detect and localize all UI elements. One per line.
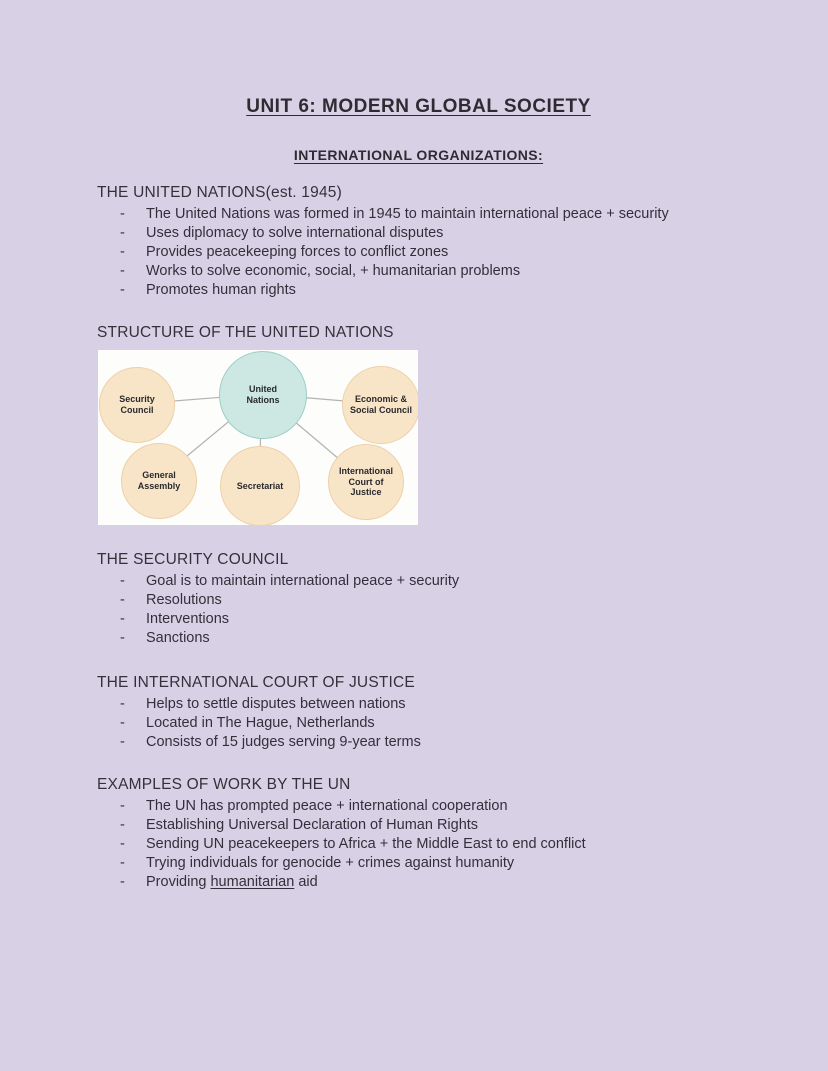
section-heading-un-work: EXAMPLES OF WORK BY THE UN	[97, 776, 351, 793]
list-item-text: Uses diplomacy to solve international disputes	[146, 225, 444, 241]
bullet-dash: -	[120, 244, 125, 260]
bullet-dash: -	[120, 573, 125, 589]
diagram-node-united-nations	[219, 351, 307, 439]
bullet-dash: -	[120, 855, 125, 871]
bullet-dash: -	[120, 206, 125, 222]
list-item	[97, 816, 740, 835]
list-item-text: Sanctions	[146, 630, 210, 646]
list-item	[97, 591, 740, 610]
list-item-text: Promotes human rights	[146, 282, 296, 298]
list-item-text: Interventions	[146, 611, 230, 627]
bullet-dash: -	[120, 798, 125, 814]
bullet-dash: -	[120, 734, 125, 750]
bullet-dash: -	[120, 696, 125, 712]
bullet-dash: -	[120, 611, 125, 627]
list-item	[97, 224, 740, 243]
list-item	[97, 262, 740, 281]
diagram-node-security-council	[99, 367, 175, 443]
diagram-node-economic-social-council	[342, 366, 418, 444]
underlined-word: humanitarian	[210, 874, 295, 890]
list-item-text: Provides peacekeeping forces to conflict zones	[146, 244, 449, 260]
diagram-node-label: Economic & Social Council	[350, 394, 413, 415]
diagram-node-label: United Nations	[246, 384, 280, 405]
bullet-dash: -	[120, 592, 125, 608]
page-title: UNIT 6: MODERN GLOBAL SOCIETY	[246, 96, 591, 117]
list-item-text: Helps to settle disputes between nations	[146, 696, 406, 712]
bullet-dash: -	[120, 225, 125, 241]
section-united-nations	[97, 183, 740, 300]
list-item-text: Consists of 15 judges serving 9-year terms	[146, 734, 421, 750]
section-un-structure	[97, 323, 740, 525]
list-item	[97, 610, 740, 629]
section-heading-united-nations: THE UNITED NATIONS(est. 1945)	[97, 184, 342, 201]
list-item	[97, 243, 740, 262]
diagram-node-label: Secretariat	[236, 480, 284, 491]
section-heading-structure: STRUCTURE OF THE UNITED NATIONS	[97, 324, 394, 341]
section-un-work-examples	[97, 775, 740, 892]
bullet-dash: -	[120, 836, 125, 852]
list-item	[97, 205, 740, 224]
list-item	[97, 629, 740, 648]
list-item	[97, 873, 740, 892]
list-item-text: Trying individuals for genocide + crimes against humanity	[146, 855, 515, 871]
bullet-list	[97, 797, 740, 892]
list-item-text: Goal is to maintain international peace + security	[146, 573, 460, 589]
section-security-council	[97, 550, 740, 648]
diagram-node-label: International Court of Justice	[338, 466, 393, 498]
list-item	[97, 572, 740, 591]
section-heading-international-court: THE INTERNATIONAL COURT OF JUSTICE	[97, 674, 415, 691]
list-item	[97, 797, 740, 816]
bullet-dash: -	[120, 282, 125, 298]
bullet-dash: -	[120, 817, 125, 833]
section-international-court	[97, 673, 740, 752]
bullet-dash: -	[120, 630, 125, 646]
list-item-text: Sending UN peacekeepers to Africa + the Middle East to end conflict	[146, 836, 586, 852]
diagram-node-international-court-of-justice	[328, 444, 404, 520]
list-item	[97, 281, 740, 300]
diagram-node-label: Security Council	[119, 394, 155, 415]
list-item	[97, 854, 740, 873]
list-item-text: The United Nations was formed in 1945 to maintain international peace + security	[146, 206, 669, 222]
bullet-dash: -	[120, 874, 125, 890]
section-heading-security-council: THE SECURITY COUNCIL	[97, 551, 289, 568]
list-item-text: Works to solve economic, social, + humanitarian problems	[146, 263, 521, 279]
bullet-list	[97, 205, 740, 300]
list-item-text-suffix: aid	[294, 874, 318, 890]
bullet-dash: -	[120, 263, 125, 279]
list-item-text: Located in The Hague, Netherlands	[146, 715, 375, 731]
list-item	[97, 835, 740, 854]
list-item	[97, 733, 740, 752]
list-item-text: Resolutions	[146, 592, 222, 608]
un-structure-diagram	[98, 350, 418, 525]
bullet-list	[97, 572, 740, 648]
list-item	[97, 695, 740, 714]
list-item-text: Establishing Universal Declaration of Human Rights	[146, 817, 479, 833]
list-item	[97, 714, 740, 733]
diagram-node-general-assembly	[121, 443, 197, 519]
list-item-text: The UN has prompted peace + international cooperation	[146, 798, 508, 814]
list-item-text-prefix: Providing	[146, 874, 211, 890]
bullet-list	[97, 695, 740, 752]
page-content	[97, 96, 740, 892]
diagram-node-secretariat	[220, 446, 300, 525]
list-item-text	[146, 873, 318, 892]
bullet-dash: -	[120, 715, 125, 731]
page-subtitle: INTERNATIONAL ORGANIZATIONS:	[293, 147, 544, 163]
diagram-node-label: General Assembly	[137, 470, 181, 491]
